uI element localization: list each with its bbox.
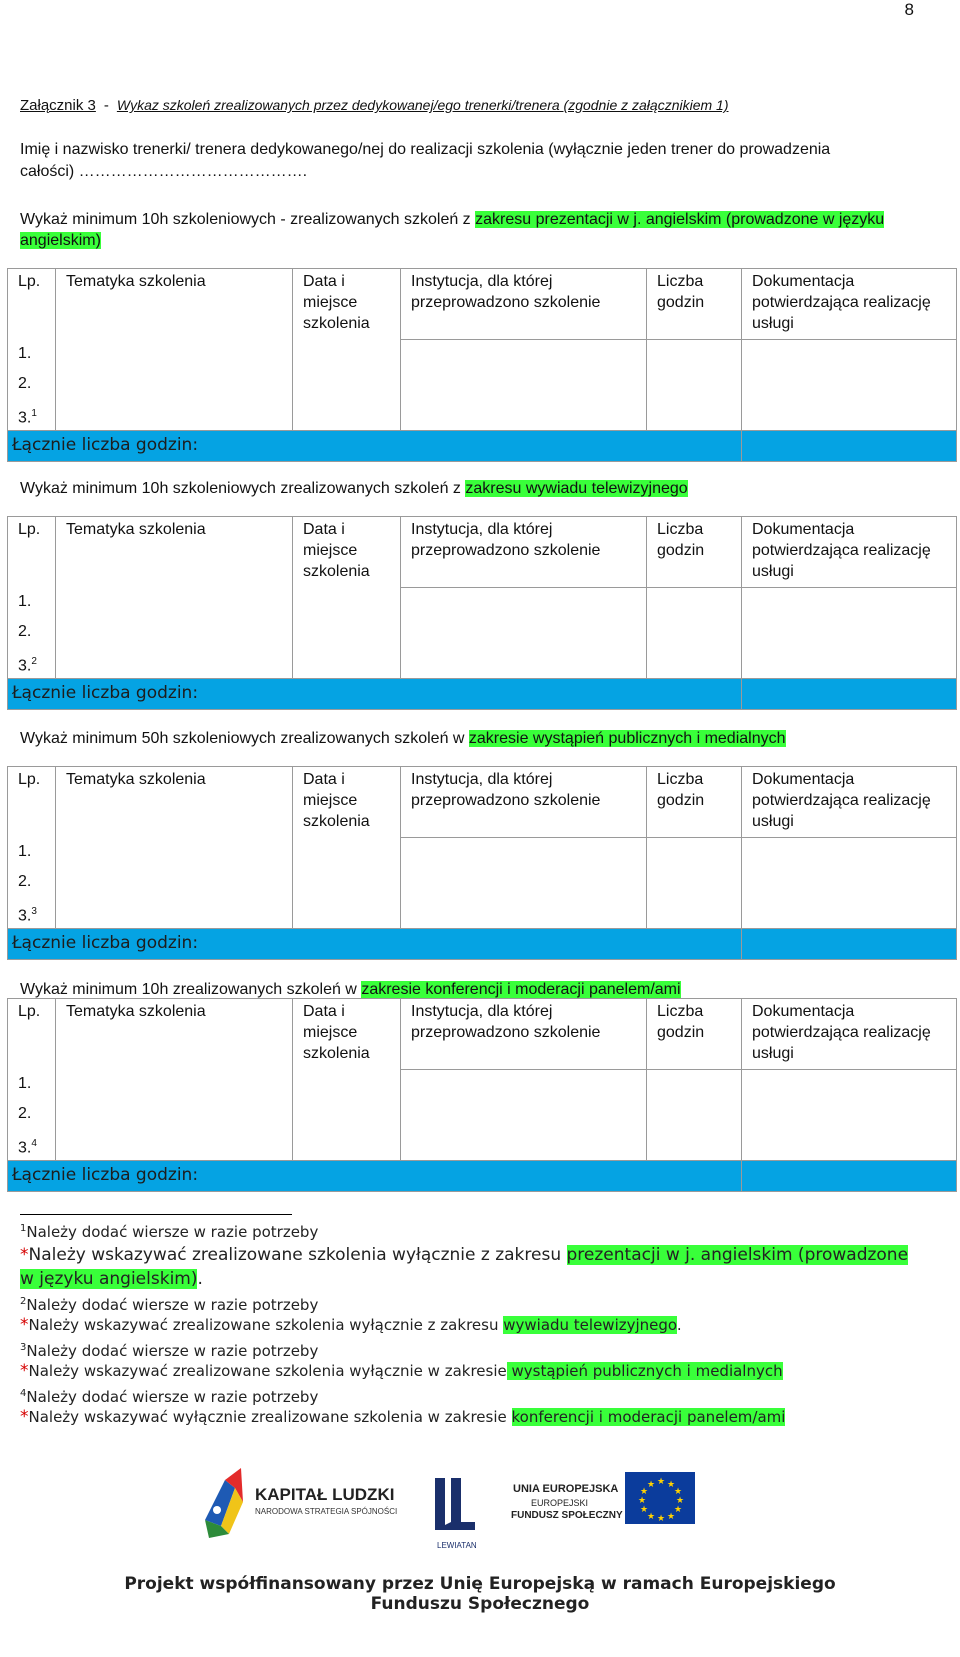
table-row: 3.$^3$: [8, 898, 957, 929]
svg-text:★: ★: [638, 1496, 647, 1506]
footer-cofinance: Projekt współfinansowany przez Unię Europejską w ramach Europejskiego Funduszu Społecznego: [124, 1574, 836, 1614]
header-documentation: Dokumentacja potwierdzająca realizację usługi: [742, 517, 957, 588]
header-date-place: Data i miejsce szkolenia: [293, 269, 401, 340]
footnote-1: $^1$Należy dodać wiersze w razie potrzeby: [20, 1223, 319, 1241]
svg-text:★: ★: [657, 1514, 666, 1524]
footnote-4: $^4$Należy dodać wiersze w razie potrzeby: [20, 1388, 319, 1406]
header-hours: Liczba godzin: [647, 767, 742, 838]
trainer-name-line: Imię i nazwisko trenerki/ trenera dedykowanego/nej do realizacji szkolenia (wyłącznie jeden trener do prowadzenia całości) …………………………………….: [20, 141, 831, 180]
total-row: [8, 430, 957, 461]
total-label: Łącznie liczba godzin:: [12, 682, 199, 703]
header-lp: Lp.: [8, 517, 56, 588]
header-documentation: Dokumentacja potwierdzająca realizację usługi: [742, 269, 957, 340]
header-date-place: Data i miejsce szkolenia: [293, 767, 401, 838]
total-row: [8, 678, 957, 709]
header-date-place: Data i miejsce szkolenia: [293, 517, 401, 588]
svg-text:★: ★: [640, 1487, 649, 1497]
annex-label: Załącznik 3: [20, 97, 96, 114]
footnote-3: $^3$Należy dodać wiersze w razie potrzeby: [20, 1342, 319, 1360]
header-topic: Tematyka szkolenia: [56, 269, 293, 340]
requirement-text: Wykaż minimum 10h szkoleniowych zrealizowanych szkoleń z: [20, 480, 466, 497]
footnote-3-note: *Należy wskazywać zrealizowane szkolenia wyłącznie w zakresie wystąpień publicznych i medialnych: [20, 1361, 783, 1381]
svg-text:★: ★: [647, 1512, 656, 1522]
table-row: 1.: [8, 340, 957, 370]
requirement-1: [20, 209, 920, 251]
svg-text:★: ★: [657, 1477, 666, 1487]
header-hours: Liczba godzin: [647, 517, 742, 588]
total-row: [8, 1160, 957, 1191]
table-row: 1.: [8, 588, 957, 618]
svg-text:★: ★: [640, 1505, 649, 1515]
total-row: [8, 928, 957, 959]
requirement-highlight: zakresu prezentacji w j. angielskim (prowadzone w języku angielskim): [20, 211, 885, 249]
training-table-1: [7, 268, 957, 462]
footnote-4-note: *Należy wskazywać wyłącznie zrealizowane szkolenia w zakresie konferencji i moderacji panelem/ami: [20, 1407, 786, 1427]
svg-text:★: ★: [674, 1505, 683, 1515]
requirement-highlight: zakresie konferencji i moderacji panelem/ami: [361, 981, 681, 998]
svg-text:★: ★: [676, 1496, 685, 1506]
logo-bar: [195, 1458, 725, 1568]
footnote-ref: 1: [31, 407, 37, 419]
table-row: 1.: [8, 838, 957, 868]
header-institution: Instytucja, dla której przeprowadzono szkolenie: [401, 517, 647, 588]
svg-text:★: ★: [674, 1487, 683, 1497]
requirement-text: Wykaż minimum 10h szkoleniowych - zrealizowanych szkoleń z: [20, 211, 476, 228]
table-row: 3.$^1$: [8, 400, 957, 431]
table-row: 2.: [8, 370, 957, 400]
total-label: Łącznie liczba godzin:: [12, 434, 199, 455]
table-row: 2.: [8, 618, 957, 648]
header-institution: Instytucja, dla której przeprowadzono szkolenie: [401, 999, 647, 1070]
total-label: Łącznie liczba godzin:: [12, 1164, 199, 1185]
eu-logo: [511, 1472, 695, 1524]
requirement-highlight: zakresu wywiadu telewizyjnego: [465, 480, 688, 497]
lewiatan-label: LEWIATAN: [437, 1541, 477, 1550]
annex-heading: [20, 97, 729, 114]
footnote-separator: [20, 1214, 292, 1215]
total-hours-cell: [742, 678, 957, 709]
total-hours-cell: [742, 430, 957, 461]
header-date-place: Data i miejsce szkolenia: [293, 999, 401, 1070]
requirement-text: Wykaż minimum 50h szkoleniowych zrealizowanych szkoleń w: [20, 730, 469, 747]
total-label: Łącznie liczba godzin:: [12, 932, 199, 953]
kapital-title: KAPITAŁ LUDZKI: [255, 1485, 395, 1504]
training-table-4: [7, 998, 957, 1192]
header-lp: Lp.: [8, 999, 56, 1070]
header-hours: Liczba godzin: [647, 269, 742, 340]
svg-text:★: ★: [647, 1480, 656, 1490]
training-table-2: [7, 516, 957, 710]
header-topic: Tematyka szkolenia: [56, 999, 293, 1070]
header-lp: Lp.: [8, 269, 56, 340]
footnote-2-note: *Należy wskazywać zrealizowane szkolenia wyłącznie z zakresu wywiadu telewizyjnego.: [20, 1315, 682, 1335]
kapital-subtitle: NARODOWA STRATEGIA SPÓJNOŚCI: [255, 1507, 398, 1516]
training-table-3: [7, 766, 957, 960]
table-row: 1.: [8, 1070, 957, 1100]
footnote-2: $^2$Należy dodać wiersze w razie potrzeby: [20, 1296, 319, 1314]
header-institution: Instytucja, dla której przeprowadzono szkolenie: [401, 767, 647, 838]
table-row: 3.$^4$: [8, 1130, 957, 1161]
lewiatan-logo: [435, 1478, 477, 1550]
requirement-4: [20, 979, 920, 1000]
footnote-1-note: *Należy wskazywać zrealizowane szkolenia wyłącznie z zakresu prezentacji w j. angielskim (prowadzone w języku angielskim).: [20, 1245, 909, 1289]
footnote-ref: 4: [31, 1137, 37, 1149]
total-hours-cell: [742, 1160, 957, 1191]
page-number: 8: [904, 0, 914, 19]
header-lp: Lp.: [8, 767, 56, 838]
eu-line1: UNIA EUROPEJSKA: [513, 1483, 619, 1495]
svg-text:★: ★: [667, 1512, 676, 1522]
footnote-ref: 3: [31, 905, 37, 917]
eu-line2: EUROPEJSKI: [531, 1498, 589, 1508]
table-row: 2.: [8, 868, 957, 898]
header-documentation: Dokumentacja potwierdzająca realizację usługi: [742, 767, 957, 838]
kapital-ludzki-logo: [195, 1458, 725, 1568]
requirement-3: [20, 728, 920, 749]
table-row: 3.$^2$: [8, 648, 957, 679]
svg-text:★: ★: [667, 1480, 676, 1490]
requirement-text: Wykaż minimum 10h zrealizowanych szkoleń w: [20, 981, 362, 998]
header-institution: Instytucja, dla której przeprowadzono szkolenie: [401, 269, 647, 340]
header-topic: Tematyka szkolenia: [56, 517, 293, 588]
eu-line3: FUNDUSZ SPOŁECZNY: [511, 1510, 623, 1521]
requirement-highlight: zakresie wystąpień publicznych i medialnych: [468, 730, 786, 747]
header-topic: Tematyka szkolenia: [56, 767, 293, 838]
annex-dash: -: [103, 97, 109, 114]
header-documentation: Dokumentacja potwierdzająca realizację usługi: [742, 999, 957, 1070]
footnote-ref: 2: [31, 655, 37, 667]
header-hours: Liczba godzin: [647, 999, 742, 1070]
requirement-2: [20, 478, 920, 499]
total-hours-cell: [742, 928, 957, 959]
annex-title: Wykaz szkoleń zrealizowanych przez dedykowanej/ego trenerki/trenera (zgodnie z załącznikiem 1): [116, 97, 729, 113]
table-row: 2.: [8, 1100, 957, 1130]
